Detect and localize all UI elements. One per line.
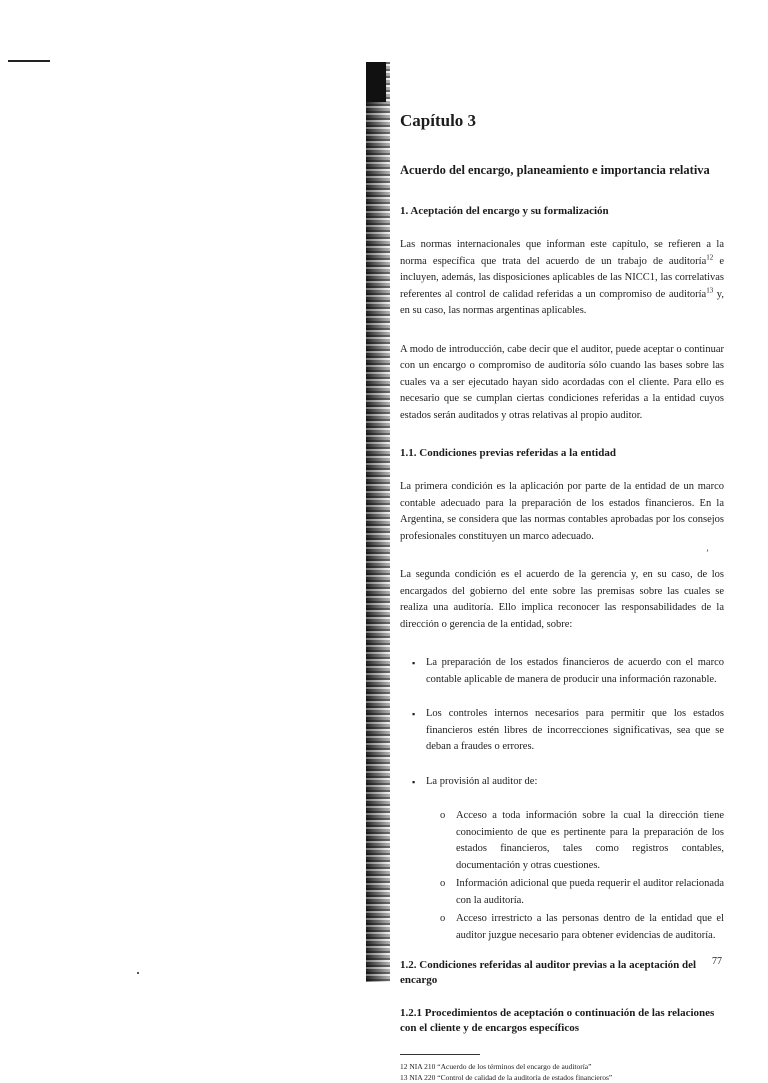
bullet-icon: ▪	[412, 658, 416, 668]
bullet-icon: ▪	[412, 776, 416, 787]
list-item-text: Acceso irrestricto a las personas dentro de la entidad que el auditor juzgue necesario para obtener evidencias de auditoría.	[456, 913, 724, 941]
footnote-12: 12 NIA 210 “Acuerdo de los términos del encargo de auditoría”	[400, 1062, 592, 1071]
list-item	[440, 876, 724, 909]
page-number: 77	[712, 956, 722, 967]
list-item	[440, 911, 724, 944]
section-1-1-paragraph-1: La primera condición es la aplicación por parte de la entidad de un marco contable adecuado para la preparación de los estados financieros. En la Argentina, se considera que las normas contables aprobadas por los consejos profesionales constituyen un marco adecuado.	[400, 481, 724, 542]
auditor-provision-list	[400, 808, 724, 944]
list-item-text: La preparación de los estados financieros de acuerdo con el marco contable aplicable de manera de producir una información razonable.	[426, 657, 724, 685]
section-1-paragraph-1	[400, 237, 724, 320]
page-content	[400, 110, 724, 1083]
circle-bullet-icon: o	[440, 913, 446, 924]
list-item-text: La provisión al auditor de:	[426, 775, 538, 787]
list-item	[440, 808, 724, 874]
list-item-text: Información adicional que pueda requerir el auditor relacionada con la auditoría.	[456, 878, 724, 906]
section-1-heading: 1. Aceptación del encargo y su formalización	[400, 205, 609, 217]
para-text: y, en su caso, las normas argentinas aplicables.	[400, 288, 724, 316]
section-1-2-1-heading: 1.2.1 Procedimientos de aceptación o continuación de las relaciones con el cliente y de encargos específicos	[400, 1007, 715, 1034]
list-item	[412, 774, 724, 791]
para-text: e incluyen, además, las disposiciones aplicables de las NICC1, las correlativas referentes al control de calidad referidas a un compromiso de auditoría	[400, 255, 724, 300]
section-1-1-heading: 1.1. Condiciones previas referidas a la entidad	[400, 447, 616, 459]
list-item-text: Los controles internos necesarios para permitir que los estados financieros estén libres de incorrecciones significativas, sea que se deban a fraudes o errores.	[426, 708, 724, 752]
main-title: Acuerdo del encargo, planeamiento e importancia relativa	[400, 163, 710, 177]
section-1-1-paragraph-2: La segunda condición es el acuerdo de la gerencia y, en su caso, de los encargados del gobierno del ente sobre las premisas sobre las cuales se realiza una auditoría. Ello implica reconocer las responsabilidades de la dirección o gerencia de la entidad, sobre:	[400, 569, 724, 630]
list-item	[412, 655, 724, 688]
footnote-divider	[400, 1054, 480, 1055]
pen-mark: ’	[706, 548, 709, 558]
scan-speck	[137, 972, 139, 974]
section-1-paragraph-2: A modo de introducción, cabe decir que el auditor, puede aceptar o continuar con un encargo o compromiso de auditoría sólo cuando las bases sobre las cuales va a ser ejecutado hayan sido acordadas con el cliente. Para ello es necesario que se cumplan ciertas condiciones referidas a la entidad cuyos estados serán auditados y otras relativas al propio auditor.	[400, 343, 724, 421]
book-spine-dark-edge	[366, 62, 386, 102]
section-1-2-heading: 1.2. Condiciones referidas al auditor previas a la aceptación del encargo	[400, 959, 697, 986]
stray-scan-line	[8, 60, 50, 62]
footnote-13: 13 NIA 220 “Control de calidad de la auditoría de estados financieros”	[400, 1073, 613, 1082]
list-item	[412, 706, 724, 756]
para-text: Las normas internacionales que informan este capítulo, se refieren a la norma específica que trata del acuerdo de un trabajo de auditoría	[400, 239, 724, 267]
chapter-title: Capítulo 3	[400, 111, 477, 130]
circle-bullet-icon: o	[440, 810, 446, 821]
footnote-ref: 13	[706, 286, 714, 294]
book-spine-shadow	[366, 62, 390, 982]
footnote-ref: 12	[706, 253, 714, 261]
bullet-icon: ▪	[412, 709, 416, 719]
circle-bullet-icon: o	[440, 878, 446, 889]
list-item-text: Acceso a toda información sobre la cual la dirección tiene conocimiento de que es pertinente para la preparación de los estados financieros, tales como registros contables, documentación y otras cuestiones.	[456, 810, 724, 871]
responsibility-list	[400, 655, 724, 790]
